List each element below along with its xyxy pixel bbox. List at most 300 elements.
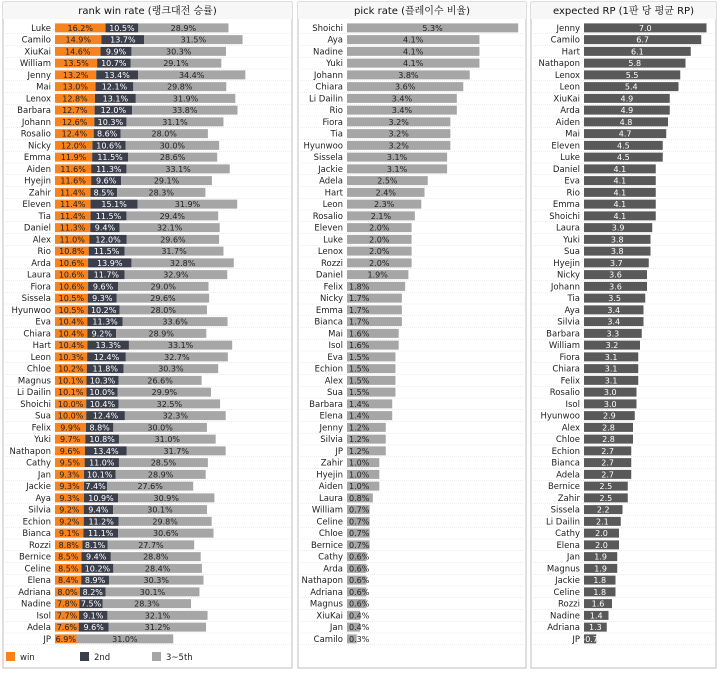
- data-label-3-5th-leon: 32.7%: [164, 352, 190, 362]
- data-label-2nd-yuki: 10.8%: [89, 435, 115, 445]
- data-label-2nd-rozzi: 8.1%: [84, 540, 106, 550]
- data-label-3-5th-hyunwoo: 28.0%: [150, 305, 176, 315]
- data-label-2nd-hyejin: 9.6%: [96, 176, 117, 186]
- data-label-3-5th-luke: 28.9%: [170, 23, 197, 33]
- data-label-2nd-barbara: 12.0%: [100, 106, 127, 116]
- data-label-2nd-xiukai: 9.9%: [105, 47, 127, 57]
- data-label-2nd-nicky: 10.6%: [96, 141, 122, 151]
- tick-label-bernice: Bernice: [310, 540, 343, 551]
- tick-label-tia: Tia: [38, 211, 51, 222]
- data-label-2nd-sissela: 9.3%: [92, 294, 113, 304]
- tick-label-bernice: Bernice: [547, 482, 580, 493]
- data-label-silvia: 3.4: [607, 317, 621, 327]
- data-label-3-5th-elena: 30.3%: [143, 576, 169, 586]
- data-label-felix: 3.1: [604, 376, 618, 386]
- tick-label-felix: Felix: [323, 282, 343, 293]
- tick-label-laura: Laura: [26, 270, 51, 281]
- tick-label-tia: Tia: [330, 129, 343, 140]
- data-label-2nd-rio: 11.5%: [93, 247, 120, 257]
- data-label-3-5th-rosalio: 28.0%: [151, 129, 177, 139]
- data-label-3-5th-chiara: 28.9%: [148, 329, 174, 339]
- tick-label-mai: Mai: [328, 329, 343, 340]
- legend-swatch-2nd: [80, 652, 89, 661]
- tick-label-echion: Echion: [314, 364, 343, 375]
- data-label-li-dailin: 3.4%: [391, 94, 413, 104]
- data-label-zahir: 2.5: [599, 493, 613, 503]
- data-label-eva: 1.5%: [349, 352, 370, 362]
- tick-label-alex: Alex: [561, 423, 580, 434]
- data-label-leon: 5.4: [624, 82, 638, 92]
- tick-label-mai: Mai: [36, 82, 51, 93]
- tick-label-hyejin: Hyejin: [24, 176, 51, 187]
- tick-label-nadine: Nadine: [550, 611, 580, 622]
- tick-label-rio: Rio: [329, 106, 343, 117]
- data-label-win-adela: 7.6%: [56, 623, 78, 633]
- tick-label-chiara: Chiara: [552, 364, 580, 375]
- data-label-barbara: 3.3: [606, 329, 620, 339]
- data-label-aiden: 4.8: [619, 117, 633, 127]
- data-label-win-rio: 10.8%: [59, 247, 85, 257]
- data-label-win-silvia: 9.2%: [59, 505, 80, 515]
- data-label-win-jackie: 9.3%: [59, 482, 80, 492]
- tick-label-lenox: Lenox: [25, 94, 51, 105]
- tick-label-zahir: Zahir: [557, 493, 580, 504]
- tick-label-aiden: Aiden: [26, 164, 51, 175]
- tick-label-jenny: Jenny: [319, 423, 343, 434]
- data-label-3-5th-camilo: 31.5%: [180, 35, 207, 45]
- data-label-fiora: 3.1: [604, 352, 618, 362]
- data-label-3-5th-fiora: 29.0%: [150, 282, 176, 292]
- tick-label-celine: Celine: [553, 587, 580, 598]
- tick-label-nathapon: Nathapon: [301, 576, 343, 587]
- data-label-win-shoichi: 10.0%: [57, 399, 84, 409]
- data-label-3-5th-bianca: 30.6%: [153, 529, 179, 539]
- tick-label-johann: Johann: [313, 70, 343, 81]
- tick-label-li-dailin: Li Dailin: [16, 388, 51, 399]
- legend: [6, 652, 193, 663]
- data-label-3-5th-cathy: 28.5%: [150, 458, 177, 468]
- data-label-2nd-li-dailin: 10.0%: [89, 388, 115, 398]
- data-label-bianca: 2.7: [601, 458, 614, 468]
- data-label-3-5th-adriana: 30.1%: [139, 587, 166, 597]
- data-label-3-5th-eleven: 31.9%: [174, 200, 201, 210]
- tick-label-hyunwoo: Hyunwoo: [11, 305, 51, 316]
- tick-label-daniel: Daniel: [23, 223, 51, 234]
- data-label-jenny: 1.2%: [349, 423, 370, 433]
- tick-label-luke: Luke: [560, 153, 580, 164]
- tick-label-nicky: Nicky: [319, 294, 343, 305]
- data-label-aya: 4.1%: [403, 35, 424, 45]
- data-label-xiukai: 0.4%: [349, 611, 370, 621]
- legend-swatch-3-5th: [152, 652, 161, 661]
- data-label-win-chiara: 10.4%: [58, 329, 84, 339]
- data-label-3-5th-laura: 32.9%: [163, 270, 189, 280]
- data-label-tia: 3.2%: [388, 129, 409, 139]
- data-label-3-5th-tia: 29.4%: [159, 211, 186, 221]
- tick-label-laura: Laura: [318, 493, 343, 504]
- data-label-win-nadine: 7.8%: [57, 599, 78, 609]
- tick-label-elena: Elena: [27, 576, 51, 587]
- data-label-3-5th-adela: 31.2%: [144, 623, 171, 633]
- data-label-win-elena: 8.4%: [57, 576, 79, 586]
- data-label-2nd-camilo: 13.7%: [110, 35, 136, 45]
- tick-label-aiden: Aiden: [318, 482, 343, 493]
- data-label-eleven: 4.5: [617, 141, 630, 151]
- data-label-cathy: 0.6%: [349, 552, 370, 562]
- data-label-luke: 2.0%: [369, 235, 390, 245]
- data-label-3-5th-jenny: 34.4%: [178, 70, 205, 80]
- tick-label-xiukai: XiuKai: [553, 94, 580, 105]
- data-label-win-aiden: 11.6%: [60, 164, 86, 174]
- data-label-2nd-adriana: 8.2%: [82, 587, 103, 597]
- data-label-win-luke: 16.2%: [67, 23, 93, 33]
- data-label-barbara: 1.4%: [349, 399, 370, 409]
- data-label-rio: 3.4%: [391, 106, 413, 116]
- legend-label-win: win: [20, 653, 35, 663]
- tick-label-celine: Celine: [24, 564, 51, 575]
- tick-label-sua: Sua: [35, 411, 51, 422]
- tick-label-adela: Adela: [556, 470, 580, 481]
- data-label-2nd-aya: 10.9%: [88, 493, 114, 503]
- tick-label-adela: Adela: [319, 176, 343, 187]
- data-label-tia: 3.5: [608, 294, 621, 304]
- data-label-mai: 4.7: [618, 129, 632, 139]
- data-label-nicky: 1.7%: [349, 294, 370, 304]
- data-label-cathy: 2.0: [595, 529, 608, 539]
- tick-label-william: William: [19, 59, 51, 70]
- data-label-2nd-nadine: 7.5%: [80, 599, 102, 609]
- data-label-2nd-eva: 11.3%: [92, 317, 118, 327]
- data-label-hart: 6.1: [631, 47, 644, 57]
- data-label-3-5th-echion: 29.8%: [152, 517, 178, 527]
- tick-label-silvia: Silvia: [28, 505, 51, 516]
- data-label-3-5th-rio: 31.7%: [161, 247, 187, 257]
- data-label-win-fiora: 10.6%: [58, 282, 85, 292]
- data-label-2nd-eleven: 15.1%: [101, 200, 127, 210]
- data-label-camilo: 6.7: [636, 35, 649, 45]
- tick-label-luke: Luke: [31, 23, 51, 34]
- tick-label-felix: Felix: [31, 423, 51, 434]
- tick-label-hart: Hart: [561, 47, 580, 58]
- tick-label-adela: Adela: [27, 623, 51, 634]
- data-label-win-camilo: 14.9%: [65, 35, 91, 45]
- tick-label-elena: Elena: [319, 411, 343, 422]
- data-label-arda: 0.6%: [349, 564, 370, 574]
- tick-label-fiora: Fiora: [559, 352, 580, 363]
- panel-rank-win-rate: [3, 2, 292, 668]
- data-label-3-5th-silvia: 30.1%: [147, 505, 173, 515]
- data-label-chloe: 0.7%: [349, 529, 370, 539]
- tick-label-emma: Emma: [552, 200, 580, 211]
- tick-label-camilo: Camilo: [550, 35, 580, 46]
- data-label-win-li-dailin: 10.1%: [58, 388, 84, 398]
- data-label-2nd-bianca: 11.1%: [87, 529, 114, 539]
- tick-label-aya: Aya: [35, 493, 51, 504]
- tick-label-sissela: Sissela: [550, 505, 580, 516]
- tick-label-adriana: Adriana: [310, 587, 343, 598]
- tick-label-rozzi: Rozzi: [320, 258, 343, 269]
- tick-label-isol: Isol: [36, 611, 51, 622]
- chart-title: pick rate (플레이수 비율): [353, 6, 471, 17]
- data-label-3-5th-hyejin: 29.1%: [153, 176, 180, 186]
- tick-label-camilo: Camilo: [21, 35, 51, 46]
- data-label-shoichi: 5.3%: [422, 23, 443, 33]
- data-label-2nd-arda: 13.9%: [97, 258, 123, 268]
- tick-label-nathapon: Nathapon: [538, 59, 580, 70]
- data-label-win-jan: 9.3%: [59, 470, 80, 480]
- tick-label-bernice: Bernice: [18, 552, 51, 563]
- data-label-2nd-fiora: 9.6%: [92, 282, 114, 292]
- tick-label-cathy: Cathy: [318, 552, 343, 563]
- data-label-2nd-isol: 9.1%: [83, 611, 104, 621]
- data-label-2nd-bernice: 9.4%: [86, 552, 107, 562]
- tick-label-aya: Aya: [564, 305, 580, 316]
- tick-label-daniel: Daniel: [315, 270, 343, 281]
- data-label-3-5th-isol: 32.1%: [144, 611, 171, 621]
- tick-label-jan: Jan: [37, 470, 51, 481]
- tick-label-jackie: Jackie: [318, 164, 343, 175]
- data-label-win-felix: 9.9%: [60, 423, 81, 433]
- tick-label-isol: Isol: [328, 341, 343, 352]
- data-label-lenox: 2.0%: [369, 247, 390, 257]
- data-label-william: 3.2: [605, 341, 619, 351]
- tick-label-bianca: Bianca: [22, 529, 51, 540]
- data-label-hyunwoo: 2.9: [603, 411, 616, 421]
- tick-label-felix: Felix: [560, 376, 580, 387]
- data-label-2nd-daniel: 9.4%: [94, 223, 116, 233]
- data-label-william: 0.7%: [349, 505, 370, 515]
- data-label-win-nathapon: 9.6%: [59, 446, 81, 456]
- data-label-leon: 2.3%: [373, 200, 395, 210]
- data-label-win-celine: 8.5%: [58, 564, 79, 574]
- data-label-win-nicky: 12.0%: [61, 141, 87, 151]
- data-label-2nd-adela: 9.6%: [83, 623, 104, 633]
- tick-label-hyunwoo: Hyunwoo: [303, 141, 343, 152]
- data-label-win-zahir: 11.4%: [60, 188, 86, 198]
- tick-label-arda: Arda: [31, 258, 51, 269]
- tick-label-william: William: [311, 505, 343, 516]
- data-label-zahir: 1.0%: [349, 458, 370, 468]
- data-label-win-mai: 13.0%: [62, 82, 88, 92]
- data-label-3-5th-arda: 32.8%: [169, 258, 196, 268]
- data-label-laura: 0.8%: [349, 493, 370, 503]
- data-label-2nd-laura: 11.7%: [93, 270, 120, 280]
- data-label-win-adriana: 8.0%: [57, 587, 78, 597]
- data-label-win-yuki: 9.7%: [59, 435, 81, 445]
- data-label-3-5th-aya: 30.9%: [153, 493, 179, 503]
- data-label-win-eva: 10.4%: [58, 317, 84, 327]
- tick-label-nadine: Nadine: [313, 47, 343, 58]
- tick-label-arda: Arda: [560, 106, 580, 117]
- data-label-win-xiukai: 14.6%: [65, 47, 91, 57]
- tick-label-jp: JP: [572, 634, 580, 645]
- tick-label-camilo: Camilo: [313, 634, 343, 645]
- data-label-arda: 4.9: [620, 106, 634, 116]
- tick-label-bianca: Bianca: [551, 458, 580, 469]
- data-label-jenny: 7.0: [638, 23, 652, 33]
- data-label-2nd-jan: 10.1%: [87, 470, 113, 480]
- tick-label-eleven: Eleven: [551, 141, 580, 152]
- data-label-3-5th-aiden: 33.1%: [165, 164, 191, 174]
- data-label-adela: 2.5%: [377, 176, 398, 186]
- data-label-2nd-lenox: 13.1%: [102, 94, 129, 104]
- tick-label-lenox: Lenox: [317, 247, 343, 258]
- data-label-3-5th-daniel: 32.1%: [156, 223, 183, 233]
- tick-label-jp: JP: [335, 446, 343, 457]
- data-label-magnus: 0.6%: [349, 599, 370, 609]
- data-label-sua: 1.5%: [349, 388, 370, 398]
- data-label-nadine: 1.4: [589, 611, 603, 621]
- data-label-win-barbara: 12.7%: [62, 106, 88, 116]
- tick-label-rozzi: Rozzi: [28, 540, 51, 551]
- tick-label-alex: Alex: [32, 235, 51, 246]
- tick-label-rozzi: Rozzi: [557, 599, 580, 610]
- data-label-win-jenny: 13.2%: [62, 70, 89, 80]
- tick-label-johann: Johann: [550, 282, 580, 293]
- data-label-2nd-rosalio: 8.6%: [96, 129, 118, 139]
- tick-label-nathapon: Nathapon: [9, 446, 51, 457]
- data-label-win-johann: 12.6%: [61, 117, 88, 127]
- data-label-silvia: 1.2%: [349, 435, 370, 445]
- tick-label-leon: Leon: [30, 352, 51, 363]
- data-label-luke: 4.5: [617, 153, 630, 163]
- legend-swatch-win: [6, 652, 15, 661]
- data-label-2nd-celine: 10.2%: [84, 564, 111, 574]
- data-label-emma: 1.7%: [349, 305, 370, 315]
- tick-label-jenny: Jenny: [556, 23, 580, 34]
- data-label-2nd-elena: 8.9%: [84, 576, 106, 586]
- data-label-win-hyunwoo: 10.5%: [58, 305, 85, 315]
- tick-label-lenox: Lenox: [554, 70, 580, 81]
- tick-label-chloe: Chloe: [26, 364, 51, 375]
- tick-label-barbara: Barbara: [309, 399, 343, 410]
- data-label-chiara: 3.6%: [394, 82, 416, 92]
- data-label-bernice: 2.5: [599, 482, 613, 492]
- tick-label-emma: Emma: [23, 153, 51, 164]
- data-label-3-5th-celine: 28.4%: [144, 564, 171, 574]
- data-label-3-5th-hart: 33.1%: [167, 341, 194, 351]
- data-label-2nd-felix: 8.8%: [89, 423, 110, 433]
- data-label-3-5th-magnus: 26.6%: [147, 376, 173, 386]
- chart-title: rank win rate (랭크대전 승률): [78, 6, 217, 17]
- data-label-win-bianca: 9.1%: [59, 529, 80, 539]
- data-label-2nd-emma: 11.5%: [97, 153, 123, 163]
- tick-label-chloe: Chloe: [318, 529, 343, 540]
- tick-label-barbara: Barbara: [546, 329, 580, 340]
- data-label-hyunwoo: 3.2%: [388, 141, 409, 151]
- tick-label-bianca: Bianca: [314, 317, 343, 328]
- data-label-elena: 2.0: [595, 540, 608, 550]
- data-label-3-5th-chloe: 30.3%: [158, 364, 184, 374]
- data-label-2nd-luke: 10.5%: [109, 23, 135, 33]
- data-label-2nd-chloe: 11.8%: [92, 364, 118, 374]
- tick-label-jan: Jan: [566, 552, 580, 563]
- data-label-3-5th-nicky: 30.0%: [159, 141, 186, 151]
- data-label-rosalio: 3.0: [603, 388, 617, 398]
- data-label-chloe: 2.8: [602, 435, 615, 445]
- data-label-emma: 4.1: [613, 200, 627, 210]
- data-label-2nd-chiara: 9.2%: [91, 329, 112, 339]
- tick-label-aiden: Aiden: [555, 117, 580, 128]
- data-label-adela: 2.7: [601, 470, 614, 480]
- data-label-adriana: 0.6%: [349, 587, 370, 597]
- tick-label-hyejin: Hyejin: [553, 258, 580, 269]
- tick-label-rio: Rio: [37, 247, 51, 258]
- data-label-sissela: 3.1%: [386, 153, 408, 163]
- data-label-win-daniel: 11.3%: [59, 223, 86, 233]
- data-label-2nd-alex: 12.0%: [95, 235, 121, 245]
- data-label-2nd-william: 10.7%: [101, 59, 127, 69]
- tick-label-johann: Johann: [21, 117, 51, 128]
- tick-label-zahir: Zahir: [28, 188, 51, 199]
- tick-label-nadine: Nadine: [21, 599, 51, 610]
- tick-label-shoichi: Shoichi: [549, 211, 580, 222]
- tick-label-barbara: Barbara: [17, 106, 51, 117]
- data-label-2nd-cathy: 11.0%: [89, 458, 115, 468]
- data-label-nathapon: 0.6%: [349, 576, 370, 586]
- data-label-3-5th-mai: 29.8%: [167, 82, 193, 92]
- data-label-3-5th-yuki: 31.0%: [154, 435, 181, 445]
- data-label-daniel: 4.1: [613, 164, 627, 174]
- tick-label-luke: Luke: [323, 235, 343, 246]
- data-label-bernice: 0.7%: [349, 540, 370, 550]
- data-label-win-magnus: 10.1%: [58, 376, 84, 386]
- tick-label-yuki: Yuki: [563, 235, 580, 246]
- data-label-felix: 1.8%: [349, 282, 370, 292]
- data-label-isol: 3.0: [603, 399, 617, 409]
- tick-label-eleven: Eleven: [314, 223, 343, 234]
- data-label-win-sissela: 10.5%: [58, 294, 85, 304]
- data-label-win-tia: 11.4%: [60, 211, 86, 221]
- data-label-win-hyejin: 11.6%: [60, 176, 86, 186]
- tick-label-jackie: Jackie: [555, 576, 580, 587]
- data-label-3-5th-zahir: 28.3%: [148, 188, 174, 198]
- data-label-3-5th-william: 29.1%: [163, 59, 189, 69]
- data-label-aiden: 1.0%: [349, 482, 370, 492]
- tick-label-adriana: Adriana: [547, 623, 580, 634]
- data-label-2nd-johann: 10.3%: [97, 117, 124, 127]
- tick-label-jenny: Jenny: [27, 70, 51, 81]
- data-label-mai: 1.6%: [349, 329, 370, 339]
- data-label-jan: 0.4%: [349, 623, 370, 633]
- tick-label-sissela: Sissela: [21, 294, 51, 305]
- data-label-echion: 1.5%: [349, 364, 370, 374]
- data-label-nathapon: 5.8: [628, 59, 642, 69]
- tick-label-fiora: Fiora: [322, 117, 343, 128]
- data-label-laura: 3.9: [611, 223, 625, 233]
- data-label-3-5th-eva: 33.6%: [162, 317, 188, 327]
- data-label-win-hart: 10.4%: [58, 341, 84, 351]
- tick-label-emma: Emma: [315, 305, 343, 316]
- tick-label-tia: Tia: [567, 294, 580, 305]
- data-label-3-5th-alex: 29.6%: [160, 235, 186, 245]
- data-label-fiora: 3.2%: [388, 117, 409, 127]
- tick-label-cathy: Cathy: [555, 529, 580, 540]
- data-label-eleven: 2.0%: [369, 223, 390, 233]
- data-label-3-5th-bernice: 28.8%: [143, 552, 169, 562]
- tick-label-fiora: Fiora: [30, 282, 51, 293]
- data-label-rosalio: 2.1%: [370, 211, 392, 221]
- data-label-nadine: 4.1%: [403, 47, 424, 57]
- tick-label-adriana: Adriana: [18, 587, 51, 598]
- data-label-3-5th-sua: 32.3%: [162, 411, 188, 421]
- data-label-lenox: 5.5: [625, 70, 639, 80]
- data-label-win-emma: 11.9%: [60, 153, 87, 163]
- data-label-jan: 1.9: [594, 552, 607, 562]
- tick-label-leon: Leon: [559, 82, 580, 93]
- tick-label-magnus: Magnus: [309, 599, 343, 610]
- data-label-shoichi: 4.1: [613, 211, 627, 221]
